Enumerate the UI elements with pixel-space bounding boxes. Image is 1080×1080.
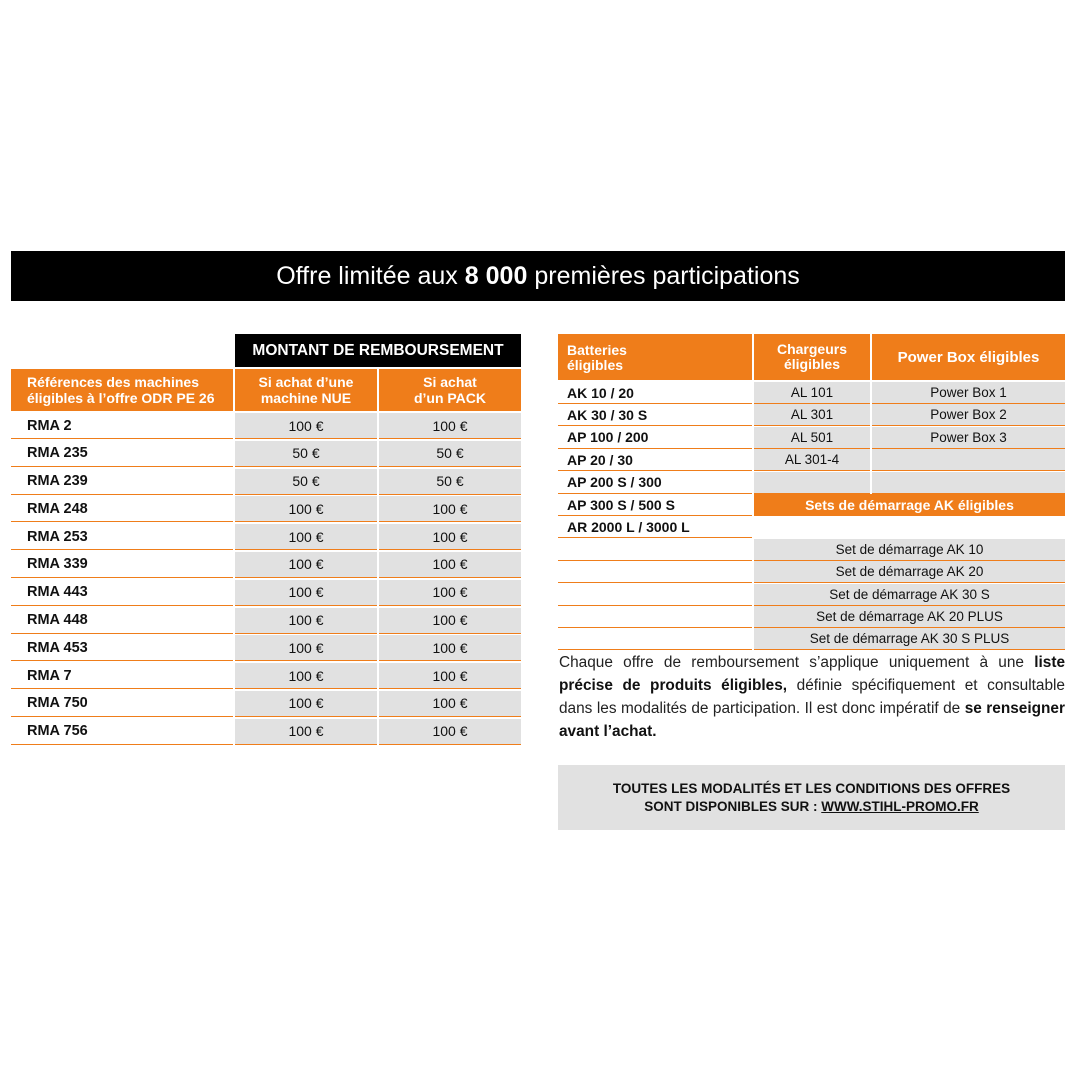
battery-cell: AP 300 S / 500 S [558,494,752,516]
amount-pack: 100 € [379,635,521,661]
col-header-references [11,369,233,411]
table-row [11,469,521,495]
notice-line-2-text: SONT DISPONIBLES SUR : [644,798,818,814]
banner-text-bold: 8 000 [464,261,528,290]
amount-pack: 100 € [379,691,521,717]
amount-nue: 50 € [235,469,377,495]
amount-nue: 100 € [235,413,377,439]
paragraph-part-2: définie spécifiquement et consultable dans les modalités de participation. Il est donc impératif de [559,677,1065,717]
reimbursement-rows [11,413,521,747]
amount-nue: 50 € [235,441,377,467]
charger-cell [754,472,870,494]
battery-cell: AR 2000 L / 3000 L [558,516,752,538]
banner-text-post: premières participations [534,261,800,290]
col-header-nue [235,369,377,411]
amount-nue: 100 € [235,524,377,550]
col-header-batteries-text: Batteries éligibles [567,342,627,373]
col-header-pack-text: Si achat d’un PACK [413,374,487,406]
battery-cell: AP 20 / 30 [558,449,752,471]
machine-reference: RMA 239 [11,469,233,495]
table-row [11,524,521,550]
powerbox-cell: Power Box 2 [872,404,1065,426]
amount-pack: 50 € [379,441,521,467]
table-row [11,635,521,661]
powerbox-cell [872,449,1065,471]
col-header-references-text: Références des machines éligibles à l’offre ODR PE 26 [27,374,215,406]
battery-cell: AP 100 / 200 [558,427,752,449]
amount-pack: 100 € [379,608,521,634]
battery-cell: AP 200 S / 300 [558,472,752,494]
machine-reference: RMA 253 [11,524,233,550]
starter-set-cell: Set de démarrage AK 20 [754,561,1065,583]
powerbox-cell: Power Box 3 [872,427,1065,449]
table-row [11,691,521,717]
machine-reference: RMA 235 [11,441,233,467]
amount-pack: 100 € [379,552,521,578]
reimbursement-group-header: MONTANT DE REMBOURSEMENT [235,334,521,367]
starter-set-cell: Set de démarrage AK 30 S [754,584,1065,606]
machine-reference: RMA 443 [11,580,233,606]
table-row [11,413,521,439]
machine-reference: RMA 750 [11,691,233,717]
charger-cell: AL 301 [754,404,870,426]
table-row [11,663,521,689]
charger-cell: AL 501 [754,427,870,449]
col-header-pack [379,369,521,411]
amount-nue: 100 € [235,580,377,606]
table-row [11,552,521,578]
col-header-chargers-text: Chargeurs éligibles [776,341,848,372]
table-row [11,580,521,606]
starter-set-cell: Set de démarrage AK 30 S PLUS [754,628,1065,650]
amount-nue: 100 € [235,691,377,717]
machine-reference: RMA 756 [11,719,233,745]
battery-cell [558,628,752,650]
amount-nue: 100 € [235,608,377,634]
machine-reference: RMA 248 [11,496,233,522]
paragraph-bold-2: se renseigner avant l’achat. [559,700,1065,740]
battery-cell [558,606,752,628]
amount-pack: 100 € [379,663,521,689]
amount-nue: 100 € [235,663,377,689]
amount-nue: 100 € [235,496,377,522]
starter-set-cell: Set de démarrage AK 10 [754,539,1065,561]
amount-pack: 100 € [379,413,521,439]
battery-cell: AK 30 / 30 S [558,404,752,426]
starter-set-cell: Set de démarrage AK 20 PLUS [754,606,1065,628]
paragraph-part-1: Chaque offre de remboursement s’applique uniquement à une [559,654,1024,671]
machine-reference: RMA 339 [11,552,233,578]
amount-pack: 100 € [379,719,521,745]
notice-line-1: TOUTES LES MODALITÉS ET LES CONDITIONS DES OFFRES [612,780,1011,796]
battery-cell [558,584,752,606]
charger-cell: AL 301-4 [754,449,870,471]
col-header-chargers [754,334,870,380]
table-row [11,441,521,467]
notice-line-2 [644,798,979,816]
amount-nue: 100 € [235,635,377,661]
machine-reference: RMA 448 [11,608,233,634]
powerbox-cell [872,472,1065,494]
battery-cell [558,561,752,583]
table-row [11,608,521,634]
amount-pack: 50 € [379,469,521,495]
conditions-notice [558,765,1065,830]
amount-nue: 100 € [235,552,377,578]
amount-pack: 100 € [379,496,521,522]
col-header-batteries [558,334,752,380]
banner-text-pre: Offre limitée aux [276,261,458,290]
sets-header: Sets de démarrage AK éligibles [754,494,1065,516]
paragraph-bold-1: liste précise de produits éligibles, [559,654,1066,694]
table-row [11,719,521,745]
col-header-powerbox: Power Box éligibles [872,334,1065,380]
offer-banner [11,251,1065,301]
powerbox-cell: Power Box 1 [872,382,1065,404]
machine-reference: RMA 7 [11,663,233,689]
amount-pack: 100 € [379,580,521,606]
eligible-products-table [558,334,1065,647]
charger-cell: AL 101 [754,382,870,404]
promo-link[interactable]: WWW.STIHL-PROMO.FR [821,798,979,814]
table-row [11,496,521,522]
eligibility-paragraph [559,651,1065,743]
battery-cell [558,539,752,561]
col-header-nue-text: Si achat d’une machine NUE [258,374,354,406]
amount-nue: 100 € [235,719,377,745]
amount-pack: 100 € [379,524,521,550]
machine-reference: RMA 453 [11,635,233,661]
machine-reference: RMA 2 [11,413,233,439]
battery-cell: AK 10 / 20 [558,382,752,404]
